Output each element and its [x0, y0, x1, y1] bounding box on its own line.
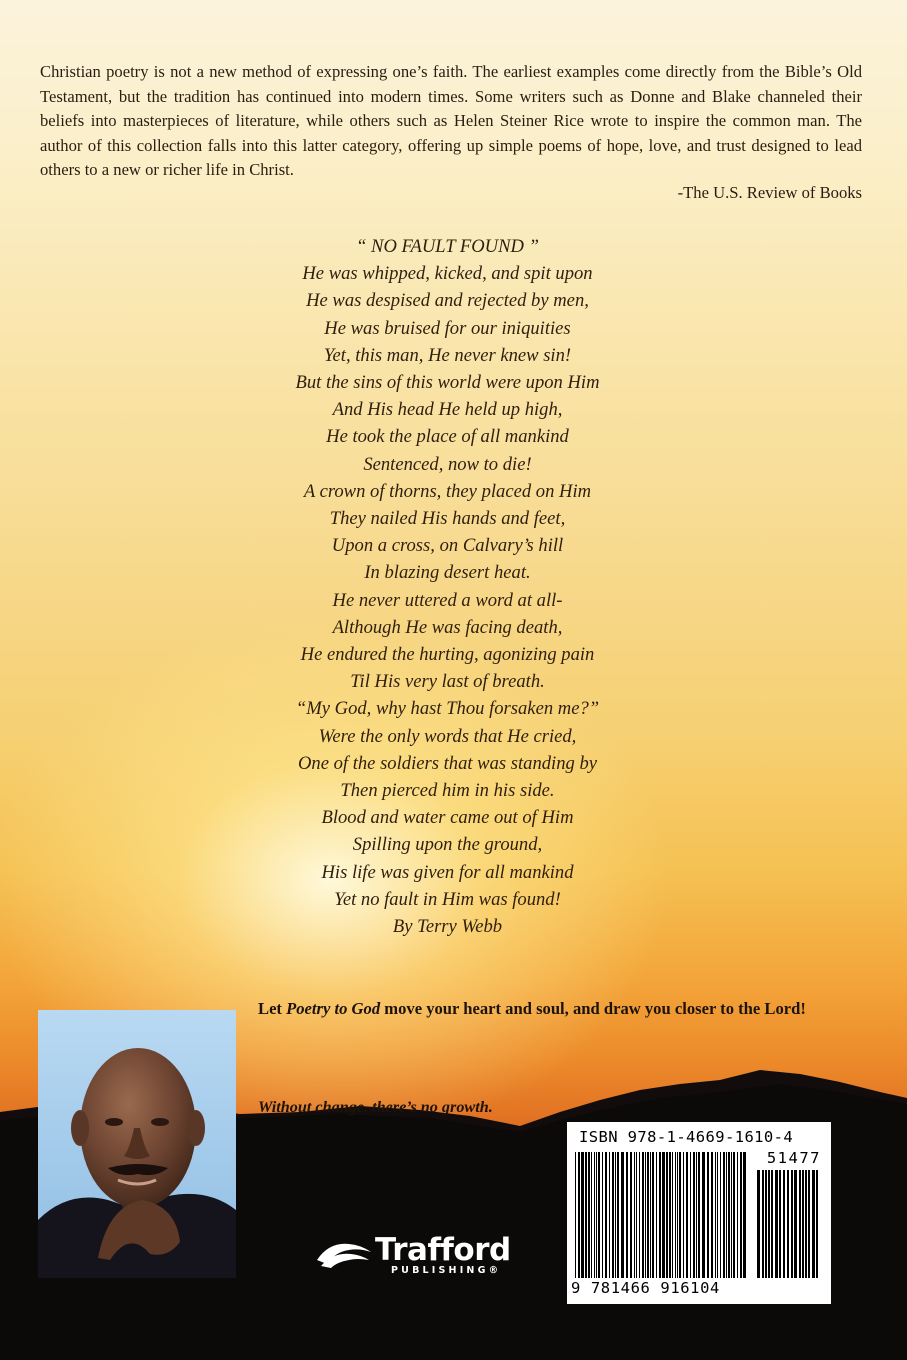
barcode-bar	[711, 1152, 713, 1278]
barcode-bar	[662, 1152, 665, 1278]
poem-line: In blazing desert heat.	[364, 562, 531, 584]
publisher-name: Trafford	[375, 1232, 511, 1268]
poem-line: “My God, why hast Thou forsaken me?”	[295, 698, 600, 720]
poem-line: They nailed His hands and feet,	[329, 508, 566, 530]
barcode-bar	[598, 1152, 600, 1278]
barcode-bar	[768, 1170, 770, 1278]
barcode-bar	[812, 1170, 815, 1278]
barcode-bar	[677, 1152, 678, 1278]
poem-line: One of the soldiers that was standing by	[297, 752, 598, 774]
barcode-bar	[636, 1152, 637, 1278]
barcode-bar	[802, 1170, 804, 1278]
barcode-bar	[783, 1170, 785, 1278]
barcode-bar	[808, 1170, 810, 1278]
promo-suffix: move your heart and soul, and draw you closer to the Lord!	[380, 999, 806, 1018]
publisher-logo	[315, 1232, 545, 1280]
barcode-bar	[683, 1152, 684, 1278]
author-photo	[38, 1010, 236, 1278]
poem-line: Blood and water came out of Him	[321, 807, 574, 829]
barcode-bar	[669, 1152, 671, 1278]
poem-line: He never uttered a word at all-	[332, 589, 563, 611]
poem-line: Yet, this man, He never knew sin!	[323, 344, 572, 366]
barcode-bar	[762, 1170, 764, 1278]
barcode-bar	[696, 1152, 697, 1278]
barcode-digits: 9 781466 916104	[571, 1279, 720, 1297]
barcode-bar	[652, 1152, 654, 1278]
barcode-bar	[731, 1152, 732, 1278]
poem-byline: By Terry Webb	[392, 916, 503, 938]
barcode-bar	[617, 1152, 619, 1278]
barcode-bar	[791, 1170, 793, 1278]
poem-line: He took the place of all mankind	[326, 426, 569, 448]
barcode-bar	[639, 1152, 640, 1278]
barcode-bar	[581, 1152, 584, 1278]
barcode-bar	[702, 1152, 705, 1278]
review-source: -The U.S. Review of Books	[677, 183, 862, 202]
barcode-bar	[656, 1152, 657, 1278]
barcode-bar	[596, 1152, 597, 1278]
poem-line: Sentenced, now to die!	[363, 453, 532, 475]
barcode-bar	[799, 1170, 801, 1278]
barcode-bar	[578, 1152, 580, 1278]
poem-line: But the sins of this world were upon Him	[295, 372, 600, 394]
barcode-bar	[605, 1152, 607, 1278]
barcode-bar	[771, 1170, 773, 1278]
barcode-bar	[626, 1152, 628, 1278]
poem-line: Upon a cross, on Calvary’s hill	[331, 535, 564, 557]
barcode-bar	[585, 1152, 587, 1278]
barcode-bar	[602, 1152, 603, 1278]
publisher-tagline	[391, 1265, 501, 1276]
barcode-bar	[720, 1152, 721, 1278]
poem	[160, 233, 735, 940]
barcode-bar	[594, 1152, 595, 1278]
barcode-bar	[621, 1152, 624, 1278]
review-quote: Christian poetry is not a new method of expressing one’s faith. The earliest examples come directly from the Bible’s Old Testament, but the tradition has continued into modern times. Some writers such as Donne and Blake channeled their beliefs into masterpieces of literature, while others such as Helen Steiner Rice wrote to inspire the common man. The author of this collection falls into this latter category, offering up simple poems of hope, love, and trust designed to lead others to a new or richer life in Christ.	[40, 62, 862, 180]
barcode-bar	[726, 1152, 727, 1278]
barcode-bar	[659, 1152, 661, 1278]
barcode-bar	[733, 1152, 735, 1278]
registered-mark: ®	[488, 1265, 502, 1276]
barcode-bar	[630, 1152, 632, 1278]
isbn-barcode	[567, 1122, 831, 1304]
barcode-bar	[645, 1152, 646, 1278]
barcode-bar	[591, 1152, 592, 1278]
barcode-bar	[765, 1170, 767, 1278]
barcode-bar	[634, 1152, 635, 1278]
barcode-bar	[743, 1152, 746, 1278]
barcode-bar	[740, 1152, 742, 1278]
poem-line: Were the only words that He cried,	[318, 725, 577, 747]
barcode-bar	[794, 1170, 797, 1278]
poem-line: Til His very last of breath.	[350, 671, 545, 693]
barcode-bar	[615, 1152, 616, 1278]
barcode-bar	[672, 1152, 673, 1278]
price-code: 51477	[766, 1149, 821, 1167]
barcode-bar	[757, 1170, 760, 1278]
barcode-bar	[690, 1152, 691, 1278]
barcode-bar	[675, 1152, 676, 1278]
motto: Without change, there’s no growth.	[258, 1098, 493, 1116]
poem-line: He was bruised for our iniquities	[324, 317, 571, 339]
book-title: Poetry to God	[286, 999, 381, 1018]
barcode-bar	[650, 1152, 651, 1278]
barcode-bar	[737, 1152, 738, 1278]
barcode-bar	[779, 1170, 781, 1278]
barcode-bar	[816, 1170, 818, 1278]
poem-line: He was whipped, kicked, and spit upon	[302, 263, 593, 285]
barcode-bar	[728, 1152, 730, 1278]
poem-line: Although He was facing death,	[332, 616, 563, 638]
barcode-bar	[609, 1152, 610, 1278]
poem-line: He was despised and rejected by men,	[306, 290, 589, 312]
barcode-bar	[686, 1152, 688, 1278]
barcode-bar	[588, 1152, 590, 1278]
promo-text	[258, 996, 868, 1022]
barcode-bar	[805, 1170, 807, 1278]
barcode-bar	[707, 1152, 709, 1278]
poem-line: He endured the hurting, agonizing pain	[300, 644, 595, 666]
poem-title: “ NO FAULT FOUND ”	[356, 236, 539, 257]
poem-line: His life was given for all mankind	[321, 861, 574, 883]
poem-line: Then pierced him in his side.	[340, 780, 555, 802]
wave-icon	[315, 1238, 373, 1270]
barcode-bar	[717, 1152, 718, 1278]
barcode-bar	[775, 1170, 778, 1278]
promo-prefix: Let	[258, 999, 287, 1018]
barcode-bar	[693, 1152, 695, 1278]
barcode-bar	[787, 1170, 789, 1278]
barcode-bar	[698, 1152, 700, 1278]
poem-line: And His head He held up high,	[332, 399, 563, 421]
publisher-tagline-text: PUBLISHING	[391, 1265, 489, 1276]
barcode-bar	[575, 1152, 576, 1278]
barcode-bar	[723, 1152, 725, 1278]
addon-barcode	[757, 1170, 821, 1278]
poem-line: A crown of thorns, they placed on Him	[303, 480, 592, 502]
barcode-bar	[679, 1152, 681, 1278]
barcode-bar	[666, 1152, 668, 1278]
barcode-bar	[612, 1152, 614, 1278]
poem-line: Yet no fault in Him was found!	[334, 888, 561, 910]
barcode-bar	[642, 1152, 644, 1278]
ean-barcode	[575, 1152, 749, 1278]
poem-line: Spilling upon the ground,	[352, 834, 543, 856]
barcode-bar	[715, 1152, 716, 1278]
barcode-bar	[647, 1152, 649, 1278]
isbn-label: ISBN 978-1-4669-1610-4	[579, 1128, 794, 1146]
